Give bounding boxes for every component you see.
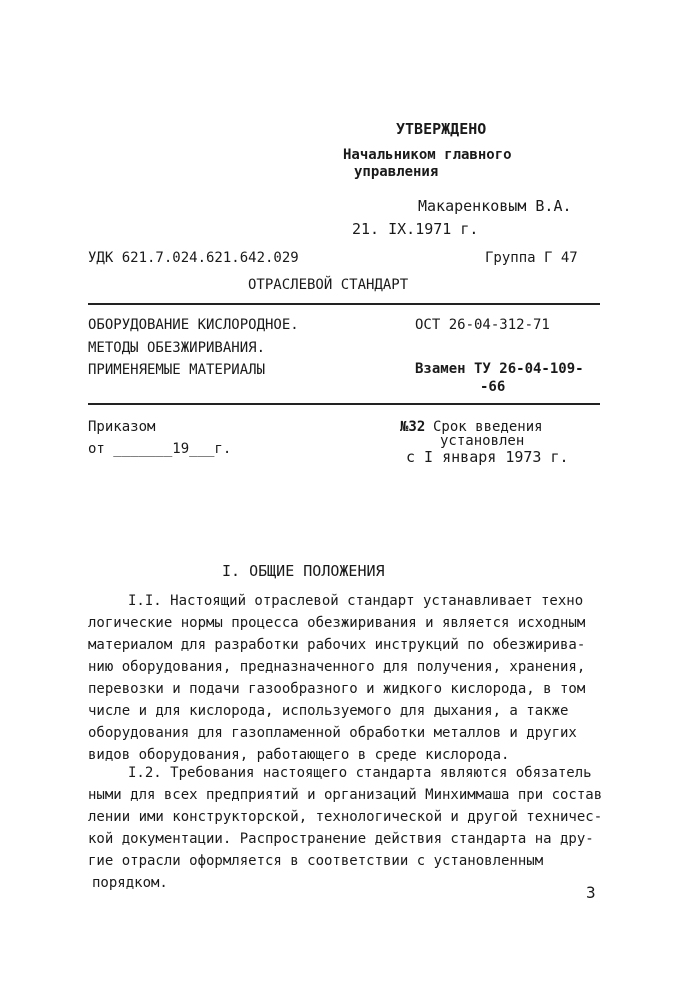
- term-line-1: Срок введения: [433, 419, 543, 435]
- term-line-3: с I января 1973 г.: [406, 448, 569, 466]
- approver-name: Макаренковым В.А.: [418, 197, 572, 215]
- top-rule: [88, 303, 600, 305]
- paragraph-1: [88, 590, 598, 766]
- p1-line: логические нормы процесса обезжиривания и является исходным: [88, 615, 586, 631]
- p1-line: нию оборудования, предназначенного для получения, хранения,: [88, 659, 586, 675]
- p1-line: числе и для кислорода, используемого для дыхания, а также: [88, 703, 569, 719]
- order-label: Приказом: [88, 419, 156, 435]
- approval-date: 21. IX.1971 г.: [352, 220, 479, 238]
- replaces-line-2: -66: [480, 379, 506, 395]
- p1-line: перевозки и подачи газообразного и жидкого кислорода, в том: [88, 681, 586, 697]
- title-line-3: ПРИМЕНЯЕМЫЕ МАТЕРИАЛЫ: [88, 362, 266, 378]
- order-date: от _______19___г.: [88, 441, 232, 457]
- p1-line: оборудования для газопламенной обработки металлов и других: [88, 725, 577, 741]
- standard-code: ОСТ 26-04-312-71: [415, 317, 550, 333]
- p1-line: видов оборудования, работающего в среде кислорода.: [88, 747, 510, 763]
- p2-line: лении ими конструкторской, технологической и другой техничес-: [88, 809, 603, 825]
- group-code: Группа Г 47: [485, 250, 578, 266]
- paragraph-2: [88, 762, 603, 894]
- approval-heading: УТВЕРЖДЕНО: [396, 120, 487, 138]
- approval-by-line1: Начальником главного: [343, 147, 512, 163]
- p2-line: порядком.: [92, 875, 168, 891]
- middle-rule: [88, 403, 600, 405]
- title-line-1: ОБОРУДОВАНИЕ КИСЛОРОДНОЕ.: [88, 317, 299, 333]
- standard-type: ОТРАСЛЕВОЙ СТАНДАРТ: [248, 277, 409, 293]
- p2-line: кой документации. Распространение действия стандарта на дру-: [88, 831, 594, 847]
- udk-code: УДК 621.7.024.621.642.029: [88, 250, 299, 266]
- page-number: 3: [586, 883, 596, 902]
- title-line-2: МЕТОДЫ ОБЕЗЖИРИВАНИЯ.: [88, 340, 266, 356]
- p2-line: ными для всех предприятий и организаций Минхиммаша при состав: [88, 787, 603, 803]
- approval-by-line2: управления: [354, 164, 439, 180]
- p2-line: I.2. Требования настоящего стандарта являются обязатель: [128, 765, 592, 781]
- p2-line: гие отрасли оформляется в соответствии с установленным: [88, 853, 544, 869]
- replaces-line-1: Взамен ТУ 26-04-109-: [415, 361, 584, 377]
- term-line-2: установлен: [440, 433, 525, 449]
- p1-line: I.I. Настоящий отраслевой стандарт устанавливает техно: [128, 593, 584, 609]
- p1-line: материалом для разработки рабочих инструкций по обезжирива-: [88, 637, 586, 653]
- section-title: I. ОБЩИЕ ПОЛОЖЕНИЯ: [222, 562, 385, 580]
- order-number: №32: [400, 419, 426, 435]
